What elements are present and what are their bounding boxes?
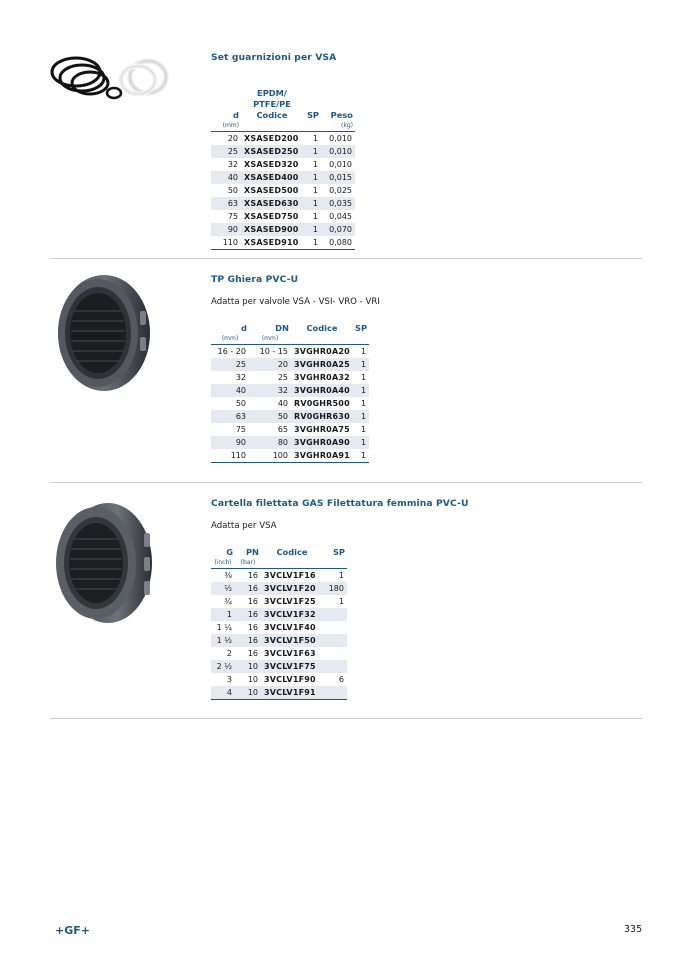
table-cell: 16	[235, 634, 261, 647]
table-cell: 90	[211, 436, 249, 449]
table-cell	[323, 647, 347, 660]
table-cell: 10	[235, 660, 261, 673]
gf-logo: +GF+	[55, 924, 90, 937]
table-cell: ⅜	[224, 571, 232, 580]
table-cell: 1	[338, 597, 344, 606]
section-divider	[50, 258, 642, 259]
col-header-sp: SP	[306, 110, 319, 120]
table-cell: 4	[211, 686, 235, 700]
table-cell: 1	[312, 212, 318, 221]
table-cell: 1	[312, 160, 318, 169]
table-row	[211, 660, 347, 673]
table-cell: 10	[247, 675, 258, 684]
unit-d: (mm)	[222, 122, 239, 129]
table-cell: 3VGHR0A91	[294, 451, 350, 460]
col-header-g: G	[226, 547, 233, 557]
table-cell: 40	[211, 384, 249, 397]
table-row	[211, 184, 355, 197]
table-cell	[323, 608, 347, 621]
table-cell: RV0GHR500	[294, 399, 350, 408]
table-cell: 110	[230, 451, 246, 460]
table-cell: 16 - 20	[217, 347, 246, 356]
table-cell: 1	[303, 223, 321, 236]
table-row	[211, 371, 369, 384]
table-cell: XSASED900	[241, 223, 303, 236]
table-cell: 1	[353, 410, 369, 423]
unit-peso: (kg)	[341, 122, 353, 129]
col-header-code: EPDM/ PTFE/PE Codice	[253, 88, 291, 120]
section-2-title: TP Ghiera PVC-U	[211, 274, 299, 285]
table-cell: 3VCLV1F20	[261, 582, 323, 595]
table-row	[211, 223, 355, 236]
table-row	[211, 384, 369, 397]
table-cell: 3VGHR0A25	[291, 358, 353, 371]
table-row	[211, 423, 369, 436]
table-cell: 100	[272, 451, 288, 460]
table-cell	[323, 686, 347, 700]
table-cell: 1	[312, 186, 318, 195]
table-cell: 1	[312, 134, 318, 143]
union-nut-table	[211, 323, 369, 463]
table-row	[211, 145, 355, 158]
table-cell: 3VCLV1F32	[261, 608, 323, 621]
section-divider	[50, 482, 642, 483]
table-cell: 1	[338, 571, 344, 580]
table-row	[211, 569, 347, 583]
threaded-end-table	[211, 547, 347, 700]
table-cell: 0,010	[329, 160, 352, 169]
unit-dn: (mm)	[261, 335, 279, 342]
table-cell: 1	[353, 358, 369, 371]
table-row	[211, 608, 347, 621]
table-cell: 32	[249, 384, 291, 397]
table-cell: 3VCLV1F40	[264, 623, 316, 632]
table-cell: 10 - 15	[259, 347, 288, 356]
col-header-dn: DN	[275, 323, 289, 333]
table-cell: 63	[211, 197, 241, 210]
table-cell	[323, 634, 347, 647]
table-cell: XSASED500	[244, 186, 299, 195]
table-cell: 16	[247, 649, 258, 658]
table-cell: 110	[222, 238, 238, 247]
table-cell: XSASED630	[241, 197, 303, 210]
table-cell: 10	[235, 686, 261, 700]
table-cell: 0,010	[329, 134, 352, 143]
table-row	[211, 582, 347, 595]
table-cell: 16	[235, 582, 261, 595]
col-header-code: Codice	[306, 323, 338, 333]
table-cell: 50	[227, 186, 238, 195]
table-cell: 3VGHR0A40	[291, 384, 353, 397]
table-row	[211, 210, 355, 223]
col-header-sp: SP	[332, 547, 345, 557]
table-cell: 20	[249, 358, 291, 371]
col-header-peso: Peso	[330, 110, 353, 120]
table-cell: 1	[353, 436, 369, 449]
table-cell: 16	[247, 623, 258, 632]
table-cell: 1	[360, 373, 367, 382]
table-row	[211, 436, 369, 449]
table-row	[211, 171, 355, 184]
table-cell: 1	[211, 608, 235, 621]
table-cell: 90	[211, 223, 241, 236]
table-cell: 16	[235, 608, 261, 621]
table-row	[211, 358, 369, 371]
table-cell: 1	[353, 384, 369, 397]
unit-d: (mm)	[221, 335, 239, 342]
table-row	[211, 686, 347, 700]
table-cell: 63	[211, 410, 249, 423]
table-cell: 3VCLV1F75	[261, 660, 323, 673]
unit-g: (inch)	[214, 559, 232, 566]
table-row	[211, 197, 355, 210]
table-cell: 1	[360, 347, 367, 356]
table-cell: 50	[235, 399, 246, 408]
table-cell: ¾	[224, 597, 232, 606]
table-cell: 3VGHR0A75	[294, 425, 350, 434]
table-row	[211, 345, 369, 359]
table-cell: XSASED200	[244, 134, 299, 143]
table-row	[211, 410, 369, 423]
section-divider	[50, 718, 642, 719]
table-row	[211, 634, 347, 647]
table-cell: 0,080	[329, 238, 352, 247]
table-cell: 50	[249, 410, 291, 423]
table-row	[211, 158, 355, 171]
gasket-set-photo	[48, 50, 173, 105]
table-cell: RV0GHR630	[291, 410, 353, 423]
section-3-title: Cartella filettata GAS Filettatura femmina PVC-U	[211, 498, 469, 509]
col-header-d: d	[241, 323, 247, 333]
table-row	[211, 621, 347, 634]
table-cell: XSASED910	[244, 238, 299, 247]
table-cell: 25	[211, 145, 241, 158]
table-cell: 1 ½	[211, 634, 235, 647]
table-cell: 3VGHR0A32	[294, 373, 350, 382]
gasket-set-table	[211, 88, 355, 250]
table-row	[211, 647, 347, 660]
page-number: 335	[624, 924, 643, 935]
section-1-title: Set guarnizioni per VSA	[211, 52, 337, 63]
table-cell: 40	[211, 171, 241, 184]
table-cell: 16	[247, 597, 258, 606]
table-cell: 0,010	[321, 145, 355, 158]
table-cell: 3VCLV1F16	[264, 571, 316, 580]
col-header-d: d	[233, 110, 239, 120]
table-cell: 75	[227, 212, 238, 221]
table-cell: XSASED320	[244, 160, 299, 169]
table-cell: 3VGHR0A90	[291, 436, 353, 449]
col-header-code: Codice	[276, 547, 308, 557]
unit-pn: (bar)	[240, 559, 256, 566]
table-row	[211, 132, 355, 146]
table-cell: 2 ½	[211, 660, 235, 673]
col-header-sp: SP	[355, 323, 368, 333]
table-cell: 3VCLV1F63	[264, 649, 316, 658]
table-cell: 1	[303, 145, 321, 158]
table-cell: 1	[303, 171, 321, 184]
table-cell: 0,035	[321, 197, 355, 210]
table-cell: 3	[226, 675, 232, 684]
table-cell: 1	[303, 197, 321, 210]
table-cell: 65	[277, 425, 288, 434]
table-cell: 3VCLV1F91	[261, 686, 323, 700]
table-cell: 80	[249, 436, 291, 449]
table-cell: 3VCLV1F90	[264, 675, 316, 684]
table-cell: 2	[226, 649, 232, 658]
table-cell: 1	[360, 451, 367, 460]
table-cell: 0,045	[329, 212, 352, 221]
table-cell	[323, 621, 347, 634]
table-cell: 0,015	[321, 171, 355, 184]
table-row	[211, 397, 369, 410]
col-header-pn: PN	[245, 547, 259, 557]
table-cell: 3VGHR0A20	[294, 347, 350, 356]
table-row	[211, 449, 369, 463]
table-cell: 0,025	[329, 186, 352, 195]
table-cell: 1 ¼	[216, 623, 232, 632]
threaded-end-photo	[50, 499, 155, 627]
table-cell: XSASED250	[241, 145, 303, 158]
union-nut-photo	[50, 271, 152, 393]
table-row	[211, 595, 347, 608]
section-2-subtitle: Adatta per valvole VSA - VSI- VRO - VRI	[211, 297, 380, 307]
table-cell: XSASED750	[244, 212, 299, 221]
table-cell: 16	[247, 571, 258, 580]
table-cell: XSASED400	[241, 171, 303, 184]
table-cell: 20	[227, 134, 238, 143]
table-cell: 180	[323, 582, 347, 595]
table-cell: 75	[235, 425, 246, 434]
table-cell: 1	[312, 238, 318, 247]
table-cell: 32	[235, 373, 246, 382]
table-cell: 3VCLV1F25	[264, 597, 316, 606]
table-cell: 0,070	[321, 223, 355, 236]
table-cell: 32	[227, 160, 238, 169]
table-cell: 40	[277, 399, 288, 408]
table-cell: ½	[211, 582, 235, 595]
table-cell: 1	[360, 399, 367, 408]
table-cell: 3VCLV1F50	[261, 634, 323, 647]
table-cell	[323, 660, 347, 673]
section-3-subtitle: Adatta per VSA	[211, 521, 277, 531]
table-cell: 1	[360, 425, 367, 434]
table-cell: 6	[338, 675, 344, 684]
table-cell: 25	[211, 358, 249, 371]
table-row	[211, 673, 347, 686]
table-row	[211, 236, 355, 250]
table-cell: 25	[277, 373, 288, 382]
